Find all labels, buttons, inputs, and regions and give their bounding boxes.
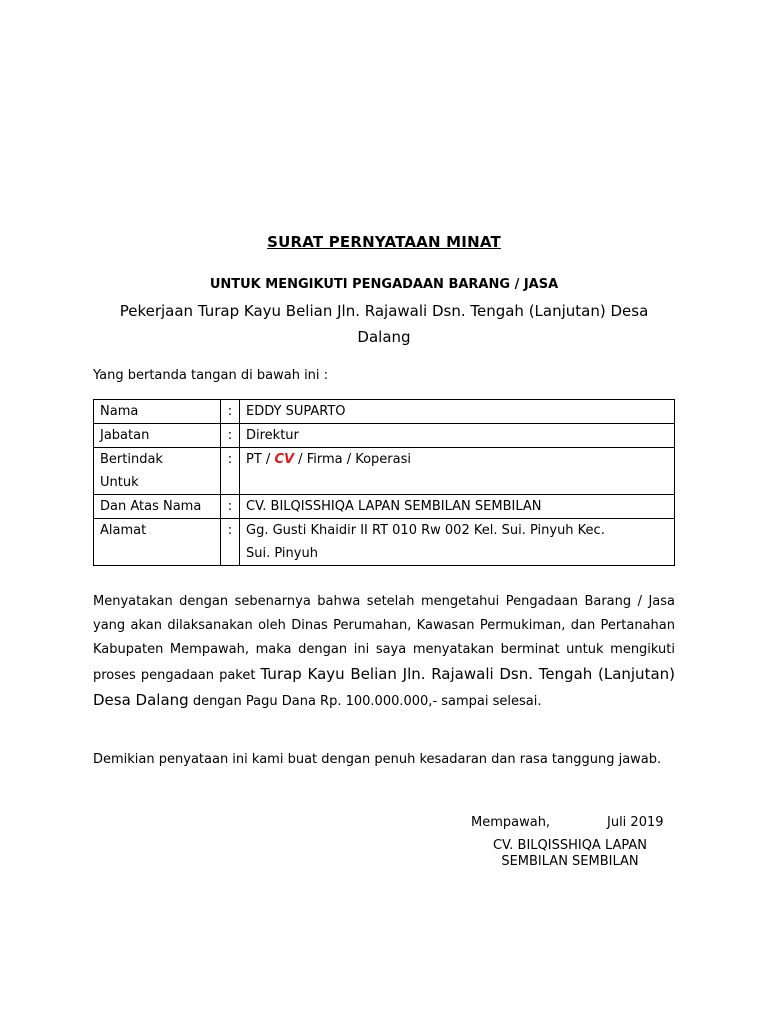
label-bertindak-line2: Untuk xyxy=(100,475,139,490)
table-row-jabatan xyxy=(94,424,675,448)
separator: : xyxy=(221,400,240,424)
document-subtitle: UNTUK MENGIKUTI PENGADAAN BARANG / JASA xyxy=(209,277,559,292)
project-title: Pekerjaan Turap Kayu Belian Jln. Rajawali Dsn. Tengah (Lanjutan) Desa Dalang xyxy=(119,302,649,346)
alamat-line2: Sui. Pinyuh xyxy=(246,546,318,561)
value-bertindak xyxy=(240,448,675,495)
table-row-atas-nama xyxy=(94,495,675,519)
table-row-bertindak xyxy=(94,448,675,495)
statement-project: Turap Kayu Belian Jln. Rajawali Dsn. Tengah (Lanjutan) Desa Dalang xyxy=(93,665,675,709)
separator: : xyxy=(221,519,240,566)
signature-date: Juli 2019 xyxy=(607,815,664,830)
signature-city: Mempawah, xyxy=(471,815,551,830)
label-nama: Nama xyxy=(94,400,221,424)
closing-paragraph: Demikian penyataan ini kami buat dengan penuh kesadaran dan rasa tanggung jawab. xyxy=(93,752,662,767)
label-bertindak-line1: Bertindak xyxy=(100,452,163,467)
value-atas-nama: CV. BILQISSHIQA LAPAN SEMBILAN SEMBILAN xyxy=(240,495,675,519)
identity-table xyxy=(93,399,675,566)
label-jabatan: Jabatan xyxy=(94,424,221,448)
value-nama: EDDY SUPARTO xyxy=(240,400,675,424)
value-jabatan: Direktur xyxy=(240,424,675,448)
value-alamat xyxy=(240,519,675,566)
separator: : xyxy=(221,424,240,448)
separator: : xyxy=(221,448,240,495)
separator: : xyxy=(221,495,240,519)
statement-part1: Menyatakan dengan sebenarnya bahwa setelah mengetahui Pengadaan Barang / Jasa yang akan dilaksanakan oleh Dinas Perumahan, Kawasan Permukiman, dan Pertanahan Kabupaten Mempawah, maka dengan ini saya menyatakan berminat untuk mengikuti proses pengadaan paket xyxy=(93,594,675,683)
label-bertindak xyxy=(94,448,221,495)
label-alamat: Alamat xyxy=(94,519,221,566)
document-title: SURAT PERNYATAAN MINAT xyxy=(267,233,501,251)
entity-prefix: PT / xyxy=(246,452,275,467)
label-atas-nama: Dan Atas Nama xyxy=(94,495,221,519)
statement-part2: dengan Pagu Dana Rp. 100.000.000,- sampai selesai. xyxy=(188,694,542,709)
statement-paragraph xyxy=(93,590,675,714)
signature-company xyxy=(465,838,675,870)
table-row-alamat xyxy=(94,519,675,566)
signature-company-line1: CV. BILQISSHIQA LAPAN xyxy=(492,838,648,853)
alamat-line1: Gg. Gusti Khaidir II RT 010 Rw 002 Kel. Sui. Pinyuh Kec. xyxy=(246,523,605,538)
signature-company-line2: SEMBILAN SEMBILAN xyxy=(501,854,639,869)
table-row-nama xyxy=(94,400,675,424)
entity-suffix: / Firma / Koperasi xyxy=(294,452,412,467)
entity-cv-highlight: CV xyxy=(274,452,295,467)
intro-text: Yang bertanda tangan di bawah ini : xyxy=(93,368,329,383)
